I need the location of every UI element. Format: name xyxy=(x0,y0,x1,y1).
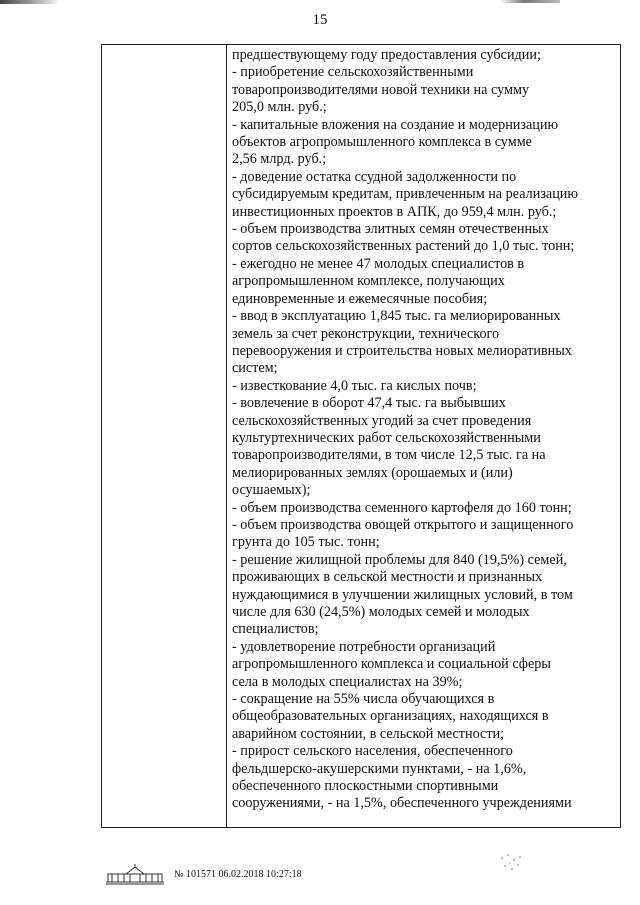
text-line: систем; xyxy=(232,360,278,377)
text-line: села в молодых специалистах на 39%; xyxy=(232,673,463,690)
text-line: - доведение остатка ссудной задолженности по xyxy=(232,168,517,185)
text-line: - ввод в эксплуатацию 1,845 тыс. га мелиорированных xyxy=(232,308,561,325)
text-line: агропромышленном комплексе, получающих xyxy=(232,273,505,290)
page-number: 15 xyxy=(312,12,328,28)
text-line: перевооружения и строительства новых мелиоративных xyxy=(232,342,572,359)
registration-footer xyxy=(104,862,404,886)
text-line: - объем производства овощей открытого и защищенного xyxy=(232,516,574,533)
text-line: сельскохозяйственных угодий за счет проведения xyxy=(232,412,532,429)
text-line: - сокращение на 55% числа обучающихся в xyxy=(232,691,495,708)
column-divider xyxy=(226,45,227,827)
text-line: земель за счет реконструкции, технического xyxy=(232,325,500,342)
text-line: - капитальные вложения на создание и модернизацию xyxy=(232,116,559,133)
text-line: специалистов; xyxy=(232,621,319,638)
scan-artifact-top-left xyxy=(0,0,60,4)
text-line: предшествующему году предоставления субсидии; xyxy=(232,47,541,63)
text-line: - удовлетворение потребности организаций xyxy=(232,638,496,655)
text-line: обеспеченного плоскостными спортивными xyxy=(232,778,499,795)
text-line: - объем производства семенного картофеля до 160 тонн; xyxy=(232,499,572,516)
text-line: товаропроизводителями новой техники на сумму xyxy=(232,81,530,98)
text-line: 2,56 млрд. руб.; xyxy=(232,151,327,168)
text-line: фельдшерско-акушерскими пунктами, - на 1,6%, xyxy=(232,760,527,777)
table-cell-text xyxy=(232,47,618,813)
text-line: - ежегодно не менее 47 молодых специалистов в xyxy=(232,255,525,272)
text-line: субсидируемым кредитам, привлеченным на реализацию xyxy=(232,186,578,203)
text-line: - вовлечение в оборот 47,4 тыс. га выбывших xyxy=(232,395,506,412)
text-line: культуртехнических работ сельскохозяйственными xyxy=(232,429,541,446)
text-line: аварийном состоянии, в сельской местности; xyxy=(232,725,505,742)
text-line: объектов агропромышленного комплекса в сумме xyxy=(232,134,532,151)
scan-artifact-top-right xyxy=(500,0,560,3)
building-emblem-icon xyxy=(104,863,166,885)
text-line: общеобразовательных организациях, находящихся в xyxy=(232,708,549,725)
text-line: - прирост сельского населения, обеспеченного xyxy=(232,743,513,760)
text-line: товаропроизводителями, в том числе 12,5 тыс. га на xyxy=(232,447,546,464)
text-line: нуждающимися в улучшении жилищных условий, в том xyxy=(232,586,573,603)
text-line: сортов сельскохозяйственных растений до 1,0 тыс. тонн; xyxy=(232,238,575,255)
document-table xyxy=(101,44,621,828)
text-line: инвестиционных проектов в АПК, до 959,4 млн. руб.; xyxy=(232,203,557,220)
text-line: осушаемых); xyxy=(232,482,311,499)
registration-stamp: № 101571 06.02.2018 10:27:18 xyxy=(174,868,302,880)
scan-artifact-dots xyxy=(498,852,528,876)
text-line: проживающих в сельской местности и признанных xyxy=(232,569,543,586)
text-line: грунта до 105 тыс. тонн; xyxy=(232,534,380,551)
text-line: - объем производства элитных семян отечественных xyxy=(232,221,549,238)
text-line: единовременные и ежемесячные пособия; xyxy=(232,290,488,307)
text-line: числе для 630 (24,5%) молодых семей и молодых xyxy=(232,604,530,620)
text-line: - решение жилищной проблемы для 840 (19,5%) семей, xyxy=(232,551,567,568)
text-line: агропромышленного комплекса и социальной сферы xyxy=(232,656,551,673)
text-line: - известкование 4,0 тыс. га кислых почв; xyxy=(232,377,477,394)
text-line: мелиорированных землях (орошаемых и (или) xyxy=(232,464,513,481)
text-line: 205,0 млн. руб.; xyxy=(232,99,327,116)
text-line: сооружениями, - на 1,5%, обеспеченного учреждениями xyxy=(232,795,572,812)
text-line: - приобретение сельскохозяйственными xyxy=(232,64,474,81)
